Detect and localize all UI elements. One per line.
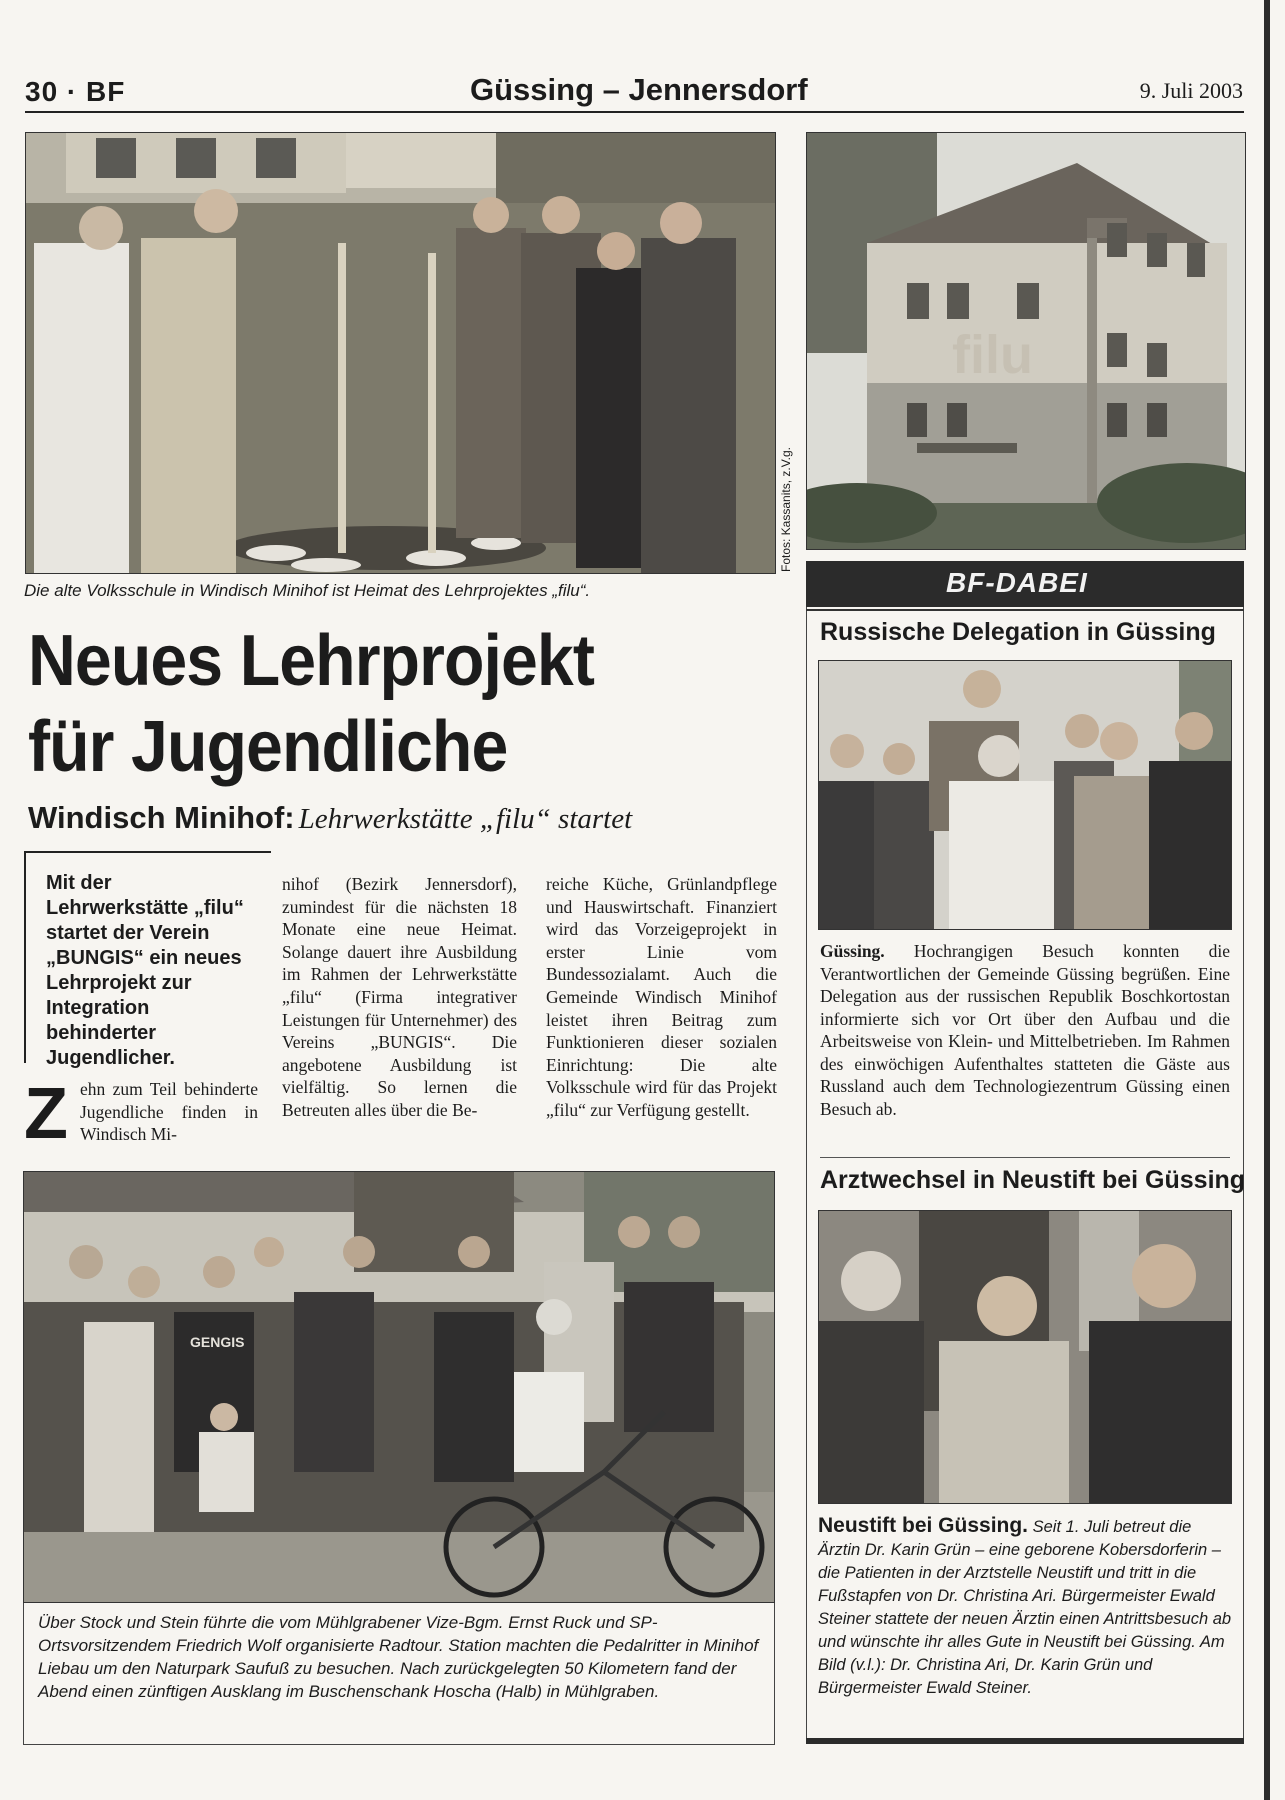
subheadline bbox=[28, 800, 632, 836]
delegation-body: Hochrangigen Besuch konnten die Verantwortlichen der Gemeinde Güssing begrüßen. Eine Delegation aus der russischen Republik Boschkortostan informierte sich vor Ort über den Aufbau und die Arbeitsweise von Klein- und Mittelbetrieben. Im Rahmen des einwöchigen Aufenthaltes statteten die Gäste aus Russland auch dem Technologiezentrum Güssing einen Besuch ab. bbox=[820, 941, 1231, 1119]
issue-date: 9. Juli 2003 bbox=[1139, 78, 1243, 103]
headline-line-2: für Jugendliche bbox=[28, 707, 508, 787]
sidebar-banner bbox=[806, 561, 1244, 607]
body-column-3 bbox=[546, 873, 777, 1122]
doctor-place: Neustift bei Güssing. bbox=[818, 1514, 1029, 1537]
delegation-headline: Russische Delegation in Güssing bbox=[820, 618, 1216, 646]
body-column-1 bbox=[80, 1078, 258, 1146]
body-column-3-text: reiche Küche, Grünlandpflege und Hauswirtschaft. Finanziert wird das Vorzeigeprojekt in erster Linie vom Bundessozialamt. Auch die Gemeinde Windisch Minihof leistet ihren Beitrag zum Funktionieren dieser sozialen Einrichtung: Die alte Volksschule wird für das Projekt „filu“ zur Verfügung gestellt. bbox=[546, 874, 777, 1120]
doctor-photo bbox=[818, 1210, 1232, 1504]
sidebar-banner-label: BF-DABEI bbox=[946, 567, 1088, 598]
drop-cap: Z bbox=[24, 1074, 68, 1154]
delegation-place: Güssing. bbox=[820, 941, 885, 961]
bike-tour-photo bbox=[23, 1171, 775, 1603]
school-building-photo bbox=[806, 132, 1246, 550]
lead-text: Mit der Lehrwerkstätte „filu“ startet der Verein „BUNGIS“ ein neues Lehrprojekt zur Integration behinderter Jugendlicher. bbox=[46, 872, 244, 1069]
delegation-photo bbox=[818, 660, 1232, 930]
sidebar-banner-rule bbox=[806, 609, 1244, 611]
bike-tour-caption: Über Stock und Stein führte die vom Mühlgrabener Vize-Bgm. Ernst Ruck und SP-Ortsvorsitzendem Friedrich Wolf organisierte Radtour. Station machten die Pedalritter in Minihof Liebau um den Naturpark Saufuß zu besuchen. Nach zurückgelegten 50 Kilometern fand der Abend einen zünftigen Ausklang im Buschenschank Hoscha (Halb) in Mühlgraben. bbox=[38, 1613, 759, 1701]
page-edge-shadow bbox=[1264, 0, 1270, 1800]
doctor-body: Seit 1. Juli betreut die Ärztin Dr. Karin Grün – eine geborene Kobersdorferin – die Patienten in der Arztstelle Neustift und tritt in die Fußstapfen von Dr. Christina Ari. Bürgermeister Ewald Steiner stattete der neuen Ärztin einen Antrittsbesuch ab und wünschte ihr alles Gute in Neustift bei Güssing. Am Bild (v.l.): Dr. Christina Ari, Dr. Karin Grün und Bürgermeister Ewald Steiner. bbox=[818, 1518, 1232, 1697]
doctor-text bbox=[818, 1514, 1234, 1700]
photo-credit: Fotos: Kassanits, z.V.g. bbox=[779, 447, 793, 572]
delegation-text bbox=[820, 940, 1230, 1120]
body-column-2 bbox=[282, 873, 517, 1122]
tree-planting-photo bbox=[25, 132, 776, 574]
headline-line-1: Neues Lehrprojekt bbox=[28, 621, 594, 701]
doctor-headline: Arztwechsel in Neustift bei Güssing bbox=[820, 1166, 1246, 1194]
filu-sign: filu bbox=[952, 325, 1033, 385]
sidebar-bottom-bar bbox=[806, 1738, 1244, 1744]
shirt-print: GENGIS bbox=[190, 1334, 245, 1350]
subheadline-rest: Lehrwerkstätte „filu“ startet bbox=[298, 803, 633, 835]
page-number: 30 · BF bbox=[25, 76, 126, 107]
body-column-2-text: nihof (Bezirk Jennersdorf), zumindest für die nächsten 18 Monate eine neue Heimat. Solange dauert ihre Ausbildung im Rahmen der Lehrwerkstätte „filu“ (Firma integrativer Leistungen für Unternehmer) des Vereins „BUNGIS“. Die angebotene Ausbildung ist vielfältig. So lernen die Betreuten alles über die Be- bbox=[282, 874, 517, 1120]
subheadline-place: Windisch Minihof: bbox=[28, 800, 295, 835]
sidebar-divider bbox=[820, 1157, 1230, 1158]
top-photo-caption: Die alte Volksschule in Windisch Minihof ist Heimat des Lehrprojektes „filu“. bbox=[24, 581, 591, 600]
header-rule bbox=[25, 111, 1244, 113]
section-title: Güssing – Jennersdorf bbox=[470, 72, 808, 107]
body-column-1-text: ehn zum Teil behinderte Jugendliche finden in Windisch Mi- bbox=[80, 1079, 258, 1145]
